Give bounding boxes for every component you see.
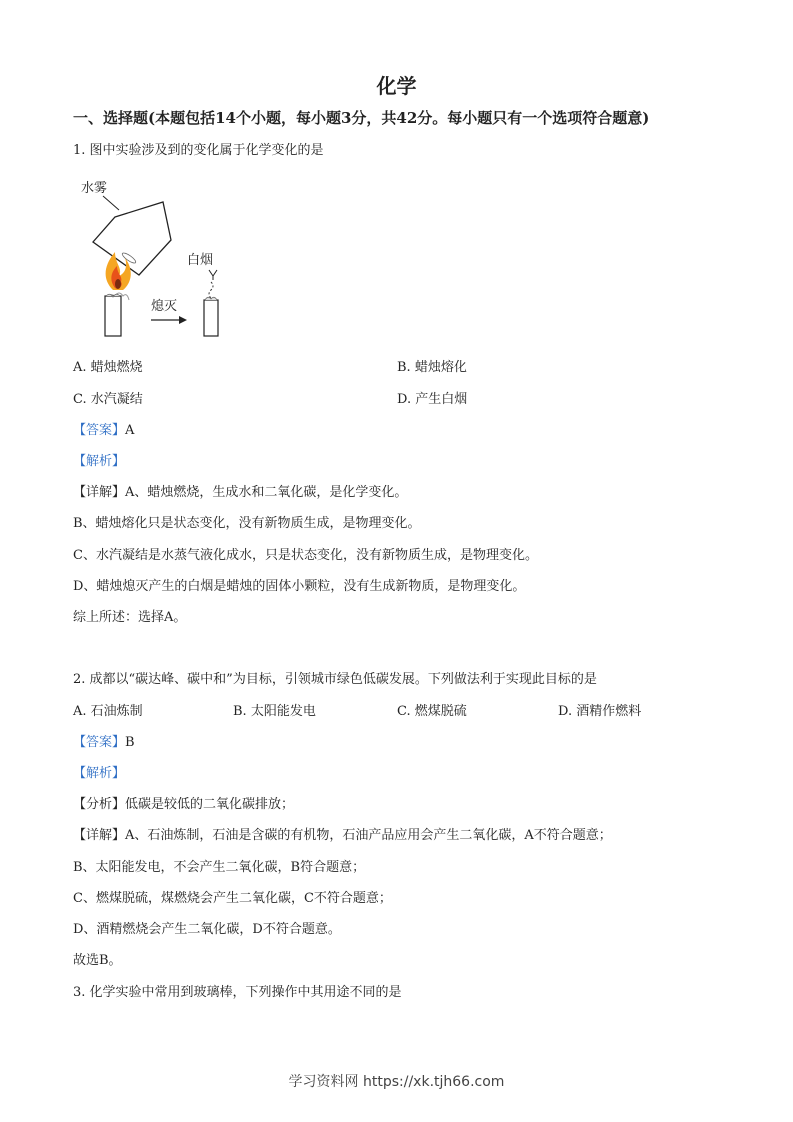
question-3-stem: 3. 化学实验中常用到玻璃棒，下列操作中其用途不同的是 bbox=[73, 985, 402, 1000]
q2-option-a: A. 石油炼制 bbox=[73, 704, 143, 719]
answer-value: A bbox=[125, 423, 135, 438]
q1-detail-line: D、蜡烛熄灭产生的白烟是蜡烛的固体小颗粒，没有生成新物质，是物理变化。 bbox=[73, 579, 526, 594]
mist-pointer-line bbox=[103, 196, 119, 210]
q2-option-c: C. 燃煤脱硫 bbox=[397, 704, 467, 719]
smoke-pointer-line bbox=[209, 270, 217, 280]
question-2-stem: 2. 成都以“碳达峰、碳中和”为目标，引领城市绿色低碳发展。下列做法利于实现此目标的是 bbox=[73, 672, 597, 687]
figure-label-mist: 水雾 bbox=[81, 181, 108, 196]
figure-label-extinguish: 熄灭 bbox=[151, 299, 178, 314]
q1-answer bbox=[73, 422, 134, 440]
q1-detail-line bbox=[73, 484, 407, 502]
q2-option-d: D. 酒精作燃料 bbox=[558, 704, 642, 719]
q2-analysis-tag: 【解析】 bbox=[73, 766, 126, 781]
q1-option-a: A. 蜡烛燃烧 bbox=[73, 360, 143, 375]
white-smoke-icon bbox=[209, 282, 213, 298]
answer-tag: 【答案】 bbox=[73, 735, 126, 750]
q2-analysis-line: 【分析】低碳是较低的二氧化碳排放； bbox=[73, 797, 295, 812]
tilted-beaker-icon bbox=[93, 202, 171, 275]
question-1-stem: 1. 图中实验涉及到的变化属于化学变化的是 bbox=[73, 143, 324, 158]
detail-tag: 【详解】 bbox=[73, 485, 126, 500]
q1-option-b: B. 蜡烛熔化 bbox=[397, 360, 467, 375]
q1-option-c: C. 水汽凝结 bbox=[73, 392, 143, 407]
figure-label-smoke: 白烟 bbox=[187, 253, 214, 268]
arrow-head-icon bbox=[179, 316, 187, 324]
q2-detail-line: 【详解】A、石油炼制，石油是含碳的有机物，石油产品应用会产生二氧化碳，A不符合题意； bbox=[73, 828, 612, 843]
q2-answer bbox=[73, 734, 135, 752]
q2-option-b: B. 太阳能发电 bbox=[233, 704, 316, 719]
extinguished-candle-icon bbox=[204, 297, 218, 336]
burning-candle-icon bbox=[105, 293, 129, 336]
detail-text: A、蜡烛燃烧，生成水和二氧化碳，是化学变化。 bbox=[125, 485, 408, 500]
section-heading: 一、选择题(本题包括14个小题，每小题3分，共42分。每小题只有一个选项符合题意) bbox=[73, 109, 650, 127]
answer-value: B bbox=[125, 735, 135, 750]
q1-detail-line: C、水汽凝结是水蒸气液化成水，只是状态变化，没有新物质生成，是物理变化。 bbox=[73, 548, 538, 563]
page-title: 化学 bbox=[376, 74, 417, 98]
q2-detail-line: B、太阳能发电，不会产生二氧化碳，B符合题意； bbox=[73, 860, 366, 875]
q1-option-d: D. 产生白烟 bbox=[397, 392, 468, 407]
q2-conclusion: 故选B。 bbox=[73, 953, 122, 968]
q1-detail-line: B、蜡烛熔化只是状态变化，没有新物质生成，是物理变化。 bbox=[73, 516, 421, 531]
candle-experiment-figure bbox=[75, 172, 250, 340]
footer-watermark: 学习资料网 https://xk.tjh66.com bbox=[288, 1074, 505, 1090]
q2-detail-line: C、燃煤脱硫，煤燃烧会产生二氧化碳，C不符合题意； bbox=[73, 891, 392, 906]
q1-analysis-tag: 【解析】 bbox=[73, 454, 126, 469]
q1-conclusion: 综上所述：选择A。 bbox=[73, 610, 187, 625]
q2-detail-line: D、酒精燃烧会产生二氧化碳，D不符合题意。 bbox=[73, 922, 341, 937]
answer-tag: 【答案】 bbox=[73, 423, 126, 438]
